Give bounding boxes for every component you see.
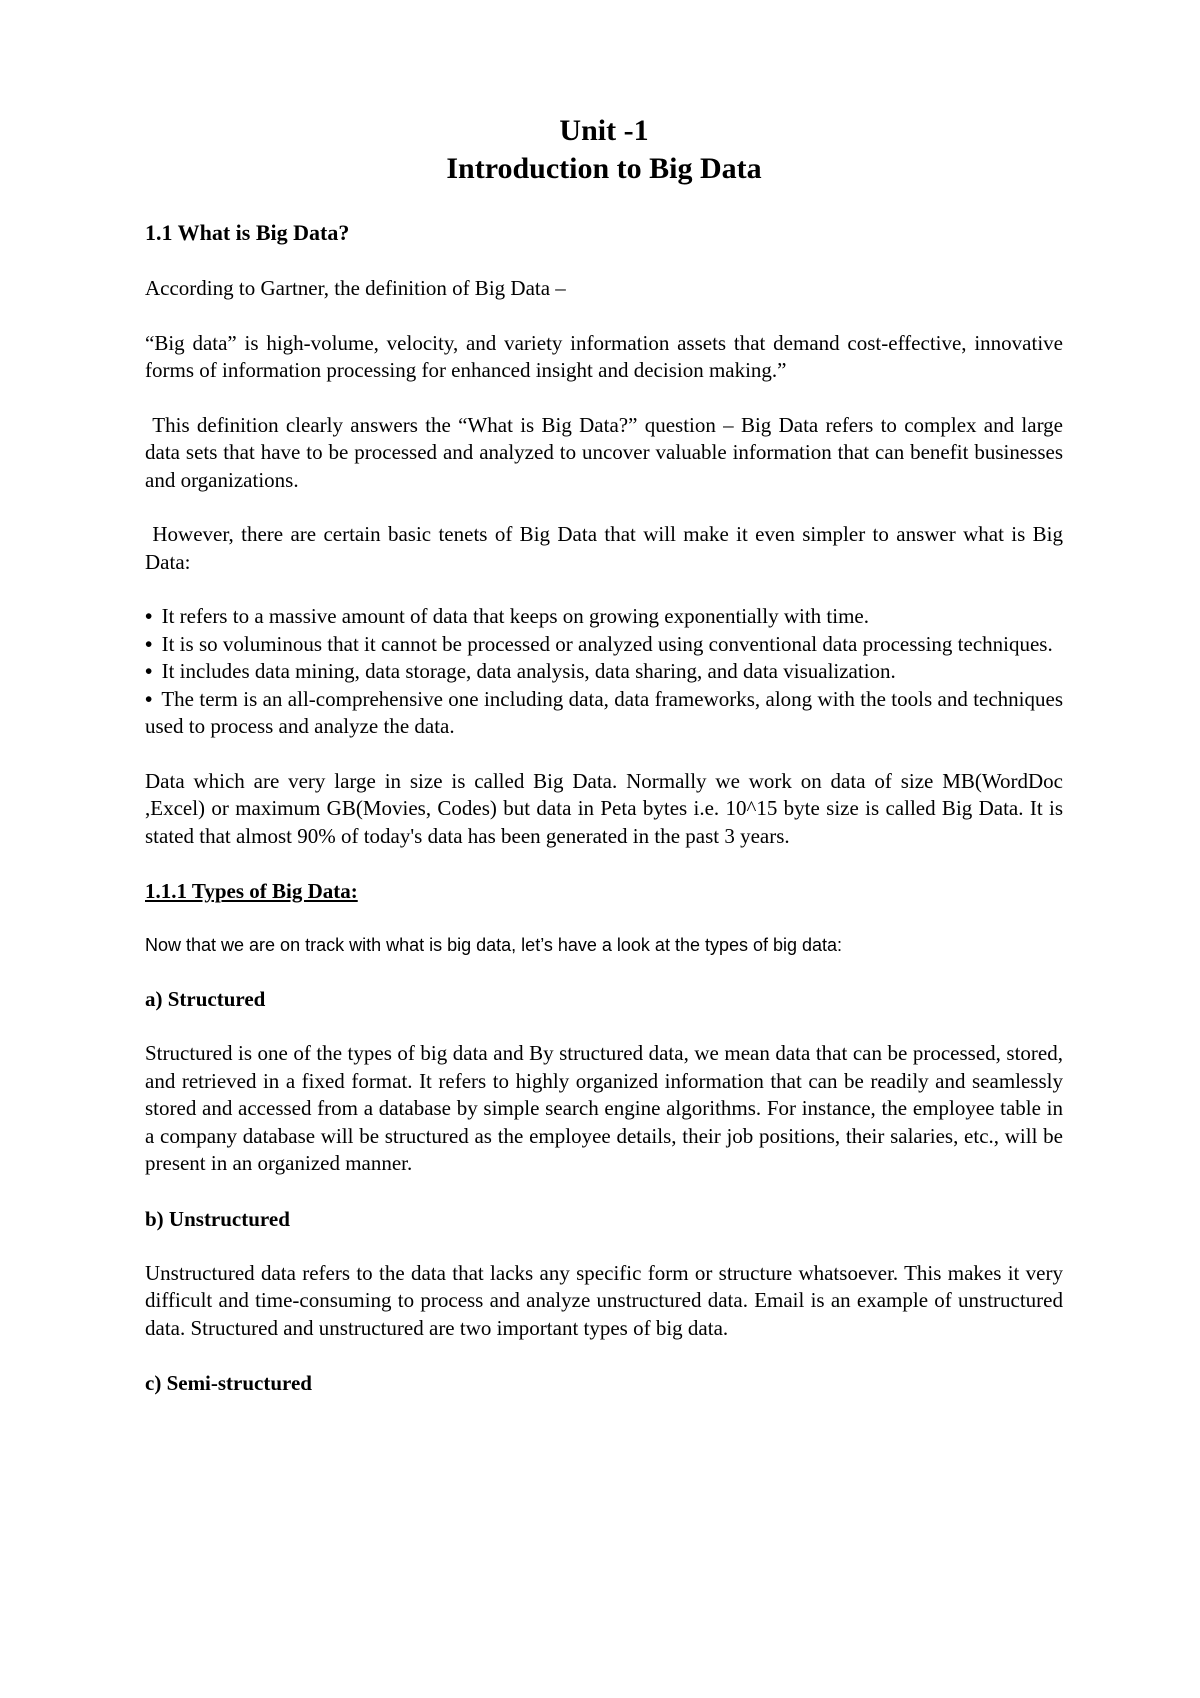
structured-heading: a) Structured [145, 987, 266, 1011]
types-heading: 1.1.1 Types of Big Data: [145, 879, 358, 903]
unstructured-heading: b) Unstructured [145, 1206, 290, 1231]
semistructured-heading: c) Semi-structured [145, 1371, 312, 1395]
list-item-text: It refers to a massive amount of data that keeps on growing exponentially with time. [161, 604, 870, 628]
unstructured-paragraph: Unstructured data refers to the data that lacks any specific form or structure whatsoever. This makes it very difficult and time-consuming to process and analyze unstructured data. Email is an example of unstructured data. Structured and unstructured are two important types of big data. [145, 1260, 1063, 1340]
gartner-quote: “Big data” is high-volume, velocity, and variety information assets that demand cost-effective, innovative forms of information processing for enhanced insight and decision making.” [145, 330, 1063, 382]
title-unit: Unit -1 [559, 114, 649, 147]
types-intro: Now that we are on track with what is big data, let’s have a look at the types of big data: [145, 935, 843, 955]
structured-paragraph: Structured is one of the types of big data and By structured data, we mean data that can be processed, stored, and retrieved in a fixed format. It refers to highly organized information that can be readily and seamlessly stored and accessed from a database by simple search engine algorithms. For instance, the employee table in a company database will be structured as the employee details, their job positions, their salaries, etc., will be present in an organized manner. [145, 1041, 1063, 1175]
section-heading-what-is-big-data: 1.1 What is Big Data? [145, 220, 350, 245]
bullet-icon: • [145, 631, 153, 656]
title-main: Introduction to Big Data [446, 152, 762, 185]
list-item [145, 686, 1063, 741]
gartner-intro: According to Gartner, the definition of Big Data – [145, 276, 566, 300]
document-title [145, 112, 1063, 188]
tenets-list [145, 603, 1063, 741]
bullet-icon: • [145, 686, 153, 711]
list-item [145, 603, 1063, 631]
list-item [145, 658, 1063, 686]
list-item [145, 631, 1063, 659]
list-item-text: It includes data mining, data storage, data analysis, data sharing, and data visualization. [161, 659, 896, 683]
bullet-icon: • [145, 659, 153, 683]
size-paragraph: Data which are very large in size is called Big Data. Normally we work on data of size MB(WordDoc ,Excel) or maximum GB(Movies, Codes) but data in Peta bytes i.e. 10^15 byte size is called Big Data. It is stated that almost 90% of today's data has been generated in the past 3 years. [145, 768, 1063, 848]
list-item-text: It is so voluminous that it cannot be processed or analyzed using conventional data processing techniques. [161, 631, 1053, 656]
bullet-icon: • [145, 604, 153, 628]
document-page [145, 112, 1069, 1397]
tenets-intro: However, there are certain basic tenets of Big Data that will make it even simpler to answer what is Big Data: [145, 522, 1069, 574]
list-item-text: The term is an all-comprehensive one including data, data frameworks, along with the tools and techniques used to process and analyze the data. [145, 686, 1064, 738]
definition-paragraph: This definition clearly answers the “What is Big Data?” question – Big Data refers to complex and large data sets that have to be processed and analyzed to uncover valuable information that can benefit businesses and organizations. [145, 412, 1069, 492]
